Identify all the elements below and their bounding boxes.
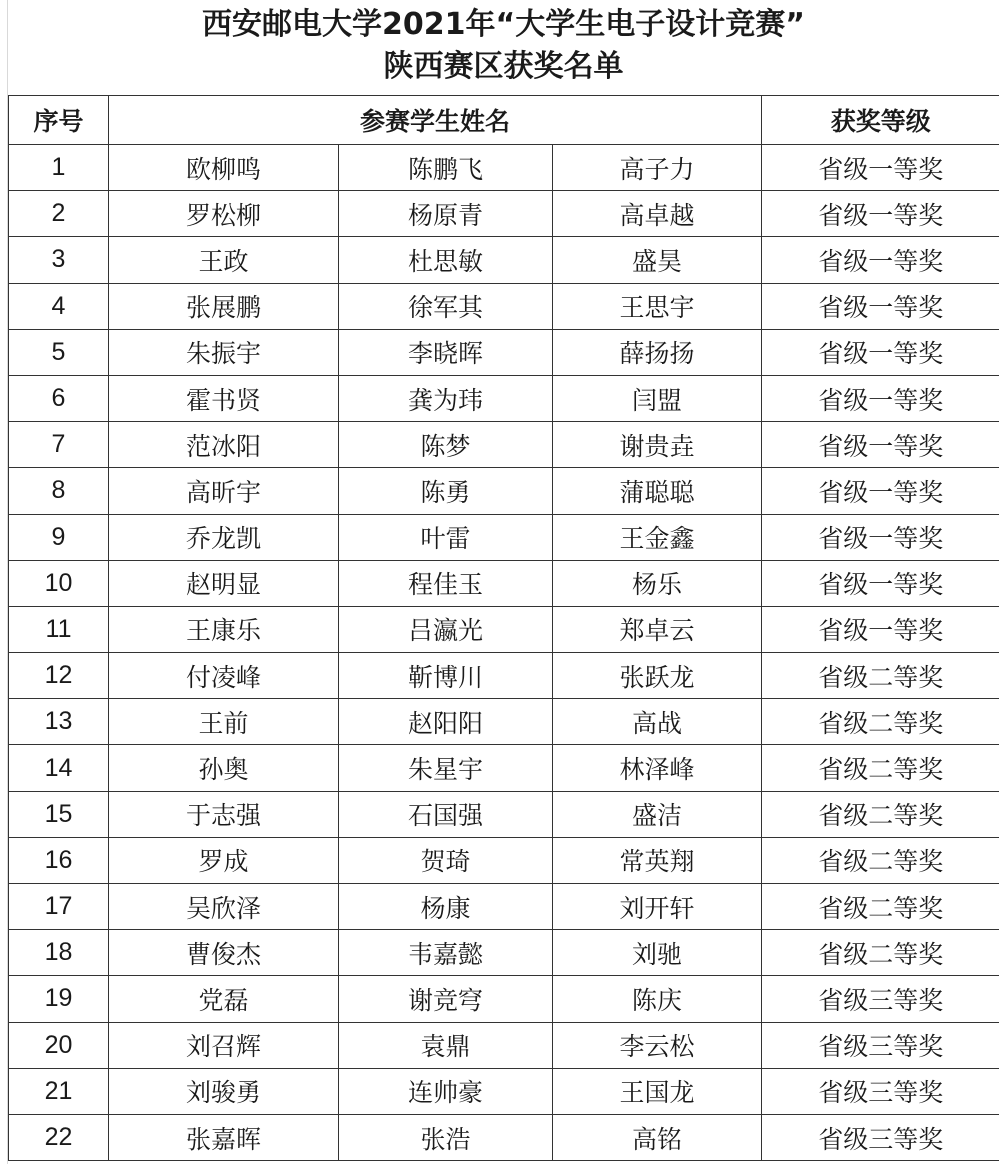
table-row [9,422,999,468]
cell-student-name: 刘召辉 [109,1022,339,1068]
cell-student-name: 蒲聪聪 [553,468,762,514]
cell-student-name: 张嘉晖 [109,1114,339,1160]
cell-student-name: 杜思敏 [339,237,553,283]
cell-award-level: 省级一等奖 [762,375,999,421]
cell-student-name: 乔龙凯 [109,514,339,560]
header-award-level: 获奖等级 [762,96,999,145]
table-row [9,837,999,883]
cell-student-name: 吴欣泽 [109,884,339,930]
cell-student-name: 王康乐 [109,606,339,652]
table-row [9,606,999,652]
cell-award-level: 省级二等奖 [762,745,999,791]
cell-student-name: 林泽峰 [553,745,762,791]
cell-serial-number: 7 [9,422,109,468]
cell-student-name: 张跃龙 [553,653,762,699]
cell-student-name: 徐军其 [339,283,553,329]
cell-student-name: 陈梦 [339,422,553,468]
table-body [9,145,999,1161]
table-row [9,145,999,191]
cell-student-name: 谢贵垚 [553,422,762,468]
table-row [9,976,999,1022]
cell-student-name: 薛扬扬 [553,329,762,375]
header-student-names: 参赛学生姓名 [109,96,762,145]
cell-student-name: 袁鼎 [339,1022,553,1068]
cell-award-level: 省级一等奖 [762,283,999,329]
cell-award-level: 省级二等奖 [762,653,999,699]
cell-student-name: 欧柳鸣 [109,145,339,191]
cell-student-name: 张展鹏 [109,283,339,329]
cell-student-name: 曹俊杰 [109,930,339,976]
cell-award-level: 省级一等奖 [762,560,999,606]
cell-student-name: 孙奥 [109,745,339,791]
cell-serial-number: 14 [9,745,109,791]
cell-serial-number: 9 [9,514,109,560]
cell-student-name: 高昕宇 [109,468,339,514]
cell-student-name: 常英翔 [553,837,762,883]
cell-serial-number: 15 [9,791,109,837]
cell-student-name: 霍书贤 [109,375,339,421]
title-line-2: 陕西赛区获奖名单 [383,49,624,84]
table-row [9,745,999,791]
cell-award-level: 省级一等奖 [762,329,999,375]
cell-serial-number: 4 [9,283,109,329]
cell-student-name: 李晓晖 [339,329,553,375]
cell-student-name: 贺琦 [339,837,553,883]
cell-student-name: 王国龙 [553,1068,762,1114]
cell-student-name: 韦嘉懿 [339,930,553,976]
table-header-row [9,96,999,145]
table-row [9,191,999,237]
document-title [8,0,999,92]
cell-student-name: 高战 [553,699,762,745]
table-row [9,283,999,329]
cell-serial-number: 12 [9,653,109,699]
cell-serial-number: 10 [9,560,109,606]
cell-award-level: 省级二等奖 [762,884,999,930]
cell-student-name: 高卓越 [553,191,762,237]
table-row [9,375,999,421]
cell-student-name: 谢竞穹 [339,976,553,1022]
cell-award-level: 省级二等奖 [762,930,999,976]
cell-serial-number: 13 [9,699,109,745]
cell-award-level: 省级一等奖 [762,191,999,237]
cell-award-level: 省级一等奖 [762,237,999,283]
cell-student-name: 高子力 [553,145,762,191]
cell-student-name: 王前 [109,699,339,745]
cell-student-name: 赵明显 [109,560,339,606]
header-serial-number: 序号 [9,96,109,145]
cell-serial-number: 8 [9,468,109,514]
cell-student-name: 朱振宇 [109,329,339,375]
cell-serial-number: 21 [9,1068,109,1114]
cell-serial-number: 19 [9,976,109,1022]
cell-student-name: 叶雷 [339,514,553,560]
cell-serial-number: 17 [9,884,109,930]
cell-student-name: 罗成 [109,837,339,883]
cell-serial-number: 18 [9,930,109,976]
cell-serial-number: 20 [9,1022,109,1068]
cell-student-name: 陈庆 [553,976,762,1022]
cell-award-level: 省级一等奖 [762,145,999,191]
cell-serial-number: 6 [9,375,109,421]
cell-student-name: 王思宇 [553,283,762,329]
cell-award-level: 省级三等奖 [762,1114,999,1160]
cell-student-name: 刘骏勇 [109,1068,339,1114]
table-row [9,930,999,976]
cell-award-level: 省级二等奖 [762,791,999,837]
cell-student-name: 陈勇 [339,468,553,514]
cell-award-level: 省级三等奖 [762,1022,999,1068]
cell-serial-number: 1 [9,145,109,191]
table-row [9,791,999,837]
cell-serial-number: 16 [9,837,109,883]
cell-serial-number: 22 [9,1114,109,1160]
table-row [9,468,999,514]
cell-serial-number: 2 [9,191,109,237]
cell-award-level: 省级一等奖 [762,468,999,514]
award-table [8,95,999,1161]
cell-student-name: 盛昊 [553,237,762,283]
title-line-1: 西安邮电大学2021年“大学生电子设计竞赛” [202,7,805,42]
cell-student-name: 陈鹏飞 [339,145,553,191]
cell-student-name: 龚为玮 [339,375,553,421]
cell-student-name: 杨乐 [553,560,762,606]
cell-student-name: 付凌峰 [109,653,339,699]
cell-serial-number: 11 [9,606,109,652]
cell-student-name: 杨康 [339,884,553,930]
cell-student-name: 王金鑫 [553,514,762,560]
table-row [9,1022,999,1068]
cell-student-name: 闫盟 [553,375,762,421]
cell-award-level: 省级一等奖 [762,514,999,560]
cell-student-name: 刘驰 [553,930,762,976]
cell-student-name: 赵阳阳 [339,699,553,745]
cell-student-name: 朱星宇 [339,745,553,791]
cell-award-level: 省级三等奖 [762,1068,999,1114]
cell-student-name: 高铭 [553,1114,762,1160]
cell-student-name: 杨原青 [339,191,553,237]
cell-award-level: 省级一等奖 [762,422,999,468]
table-row [9,514,999,560]
table-row [9,1068,999,1114]
cell-student-name: 程佳玉 [339,560,553,606]
cell-student-name: 张浩 [339,1114,553,1160]
cell-serial-number: 5 [9,329,109,375]
cell-student-name: 李云松 [553,1022,762,1068]
cell-serial-number: 3 [9,237,109,283]
table-row [9,237,999,283]
cell-student-name: 于志强 [109,791,339,837]
cell-student-name: 吕瀛光 [339,606,553,652]
cell-student-name: 靳博川 [339,653,553,699]
cell-student-name: 罗松柳 [109,191,339,237]
cell-award-level: 省级二等奖 [762,837,999,883]
cell-student-name: 范冰阳 [109,422,339,468]
table-row [9,653,999,699]
table-row [9,1114,999,1160]
cell-student-name: 王政 [109,237,339,283]
cell-student-name: 党磊 [109,976,339,1022]
table-row [9,329,999,375]
cell-student-name: 郑卓云 [553,606,762,652]
cell-award-level: 省级二等奖 [762,699,999,745]
cell-student-name: 石国强 [339,791,553,837]
cell-student-name: 盛洁 [553,791,762,837]
cell-award-level: 省级三等奖 [762,976,999,1022]
cell-award-level: 省级一等奖 [762,606,999,652]
table-row [9,699,999,745]
cell-student-name: 连帅豪 [339,1068,553,1114]
table-row [9,560,999,606]
cell-student-name: 刘开轩 [553,884,762,930]
table-row [9,884,999,930]
